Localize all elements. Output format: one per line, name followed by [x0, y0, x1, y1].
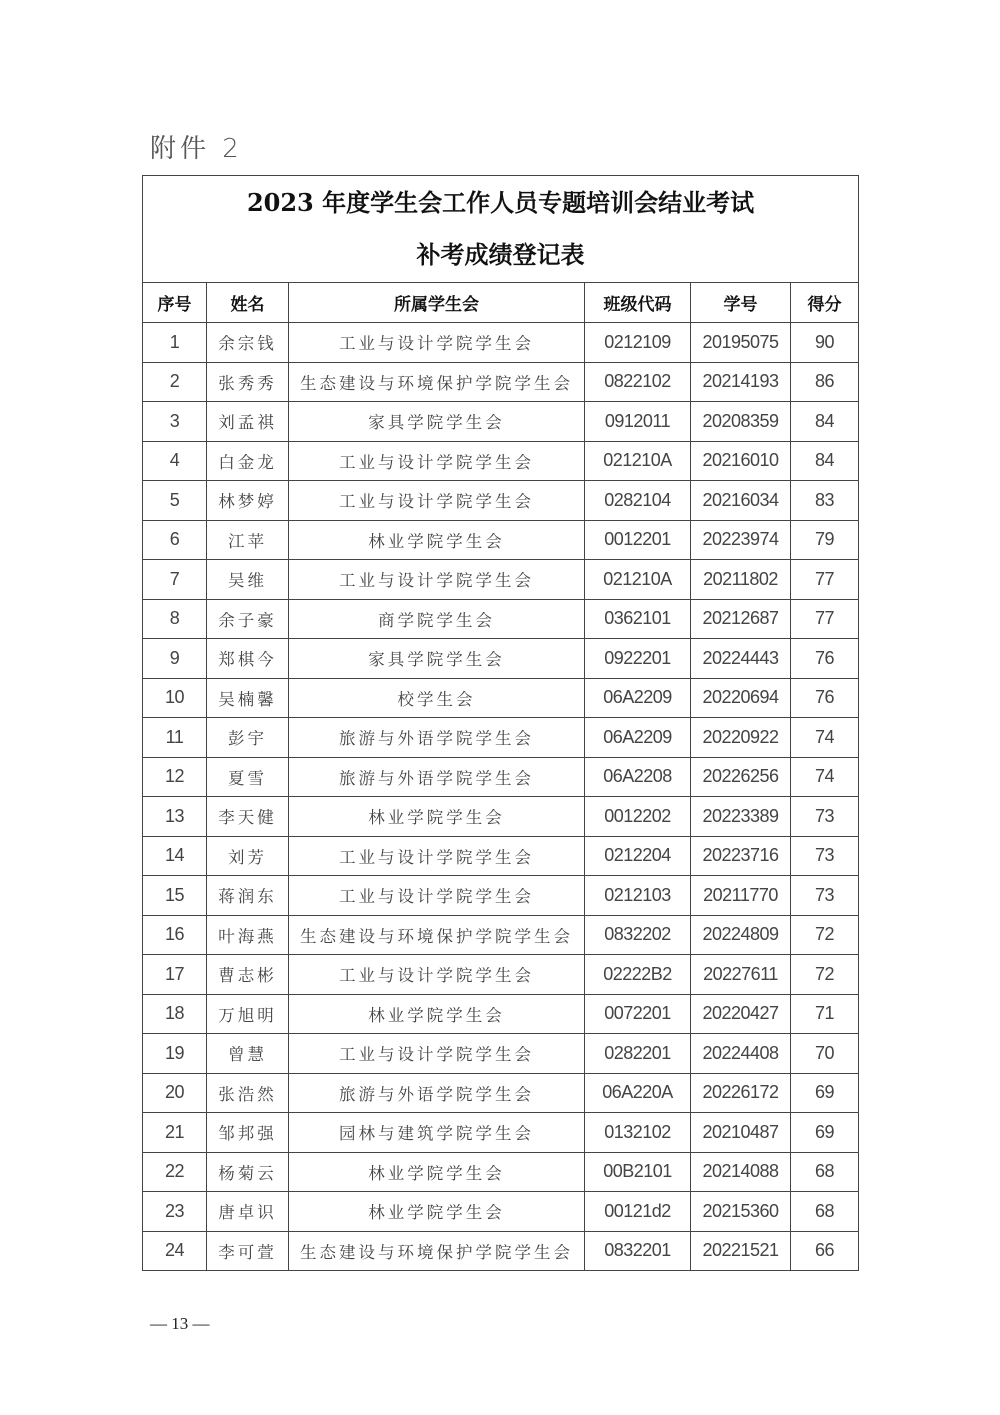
- header-name: 姓名: [207, 283, 289, 323]
- table-row: [143, 1034, 859, 1074]
- row-index: 6: [143, 520, 207, 560]
- score: 72: [791, 915, 859, 955]
- table-title-cell: [143, 176, 859, 283]
- row-index: 23: [143, 1192, 207, 1232]
- student-id: 20226256: [691, 757, 791, 797]
- student-union: 工业与设计学院学生会: [289, 876, 585, 916]
- student-union: 园林与建筑学院学生会: [289, 1113, 585, 1153]
- score: 71: [791, 994, 859, 1034]
- student-name: 蒋润东: [207, 876, 289, 916]
- student-id: 20214088: [691, 1152, 791, 1192]
- student-id: 20224443: [691, 639, 791, 679]
- table-row: [143, 757, 859, 797]
- row-index: 2: [143, 362, 207, 402]
- student-union: 旅游与外语学院学生会: [289, 718, 585, 758]
- student-name: 林梦婷: [207, 481, 289, 521]
- score: 90: [791, 323, 859, 363]
- student-name: 张秀秀: [207, 362, 289, 402]
- student-name: 吴维: [207, 560, 289, 600]
- class-code: 02222B2: [585, 955, 691, 995]
- header-class-code: 班级代码: [585, 283, 691, 323]
- student-name: 余宗钱: [207, 323, 289, 363]
- student-name: 张浩然: [207, 1073, 289, 1113]
- student-union: 家具学院学生会: [289, 402, 585, 442]
- class-code: 00121d2: [585, 1192, 691, 1232]
- student-id: 20224809: [691, 915, 791, 955]
- student-name: 邹邦强: [207, 1113, 289, 1153]
- score: 69: [791, 1113, 859, 1153]
- class-code: 0212103: [585, 876, 691, 916]
- student-union: 工业与设计学院学生会: [289, 481, 585, 521]
- row-index: 10: [143, 678, 207, 718]
- student-name: 郑棋今: [207, 639, 289, 679]
- score: 76: [791, 639, 859, 679]
- student-id: 20226172: [691, 1073, 791, 1113]
- student-id: 20215360: [691, 1192, 791, 1232]
- table-row: [143, 599, 859, 639]
- student-union: 工业与设计学院学生会: [289, 1034, 585, 1074]
- row-index: 1: [143, 323, 207, 363]
- student-union: 工业与设计学院学生会: [289, 836, 585, 876]
- table-row: [143, 362, 859, 402]
- class-code: 0832201: [585, 1231, 691, 1271]
- student-id: 20208359: [691, 402, 791, 442]
- class-code: 0922201: [585, 639, 691, 679]
- row-index: 5: [143, 481, 207, 521]
- table-row: [143, 797, 859, 837]
- header-student-id: 学号: [691, 283, 791, 323]
- row-index: 24: [143, 1231, 207, 1271]
- student-name: 余子豪: [207, 599, 289, 639]
- student-name: 曹志彬: [207, 955, 289, 995]
- student-id: 20211770: [691, 876, 791, 916]
- score: 76: [791, 678, 859, 718]
- student-union: 林业学院学生会: [289, 994, 585, 1034]
- score: 74: [791, 718, 859, 758]
- class-code: 0072201: [585, 994, 691, 1034]
- score: 68: [791, 1152, 859, 1192]
- student-union: 家具学院学生会: [289, 639, 585, 679]
- row-index: 19: [143, 1034, 207, 1074]
- student-union: 林业学院学生会: [289, 1152, 585, 1192]
- student-id: 20224408: [691, 1034, 791, 1074]
- student-union: 工业与设计学院学生会: [289, 560, 585, 600]
- class-code: 0282104: [585, 481, 691, 521]
- student-union: 工业与设计学院学生会: [289, 323, 585, 363]
- student-id: 20216034: [691, 481, 791, 521]
- class-code: 021210A: [585, 560, 691, 600]
- student-name: 曾慧: [207, 1034, 289, 1074]
- table-row: [143, 1231, 859, 1271]
- class-code: 06A2208: [585, 757, 691, 797]
- score: 79: [791, 520, 859, 560]
- student-id: 20214193: [691, 362, 791, 402]
- row-index: 21: [143, 1113, 207, 1153]
- class-code: 06A220A: [585, 1073, 691, 1113]
- score: 77: [791, 560, 859, 600]
- score: 68: [791, 1192, 859, 1232]
- student-name: 刘芳: [207, 836, 289, 876]
- row-index: 3: [143, 402, 207, 442]
- student-union: 生态建设与环境保护学院学生会: [289, 915, 585, 955]
- header-index: 序号: [143, 283, 207, 323]
- student-union: 林业学院学生会: [289, 520, 585, 560]
- student-name: 吴楠馨: [207, 678, 289, 718]
- table-title-line1: 2023 年度学生会工作人员专题培训会结业考试: [246, 188, 755, 217]
- row-index: 22: [143, 1152, 207, 1192]
- student-union: 旅游与外语学院学生会: [289, 757, 585, 797]
- student-union: 林业学院学生会: [289, 1192, 585, 1232]
- student-id: 20221521: [691, 1231, 791, 1271]
- score: 83: [791, 481, 859, 521]
- student-union: 工业与设计学院学生会: [289, 955, 585, 995]
- row-index: 11: [143, 718, 207, 758]
- student-union: 商学院学生会: [289, 599, 585, 639]
- row-index: 17: [143, 955, 207, 995]
- student-union: 工业与设计学院学生会: [289, 441, 585, 481]
- student-name: 江苹: [207, 520, 289, 560]
- student-union: 林业学院学生会: [289, 797, 585, 837]
- class-code: 0912011: [585, 402, 691, 442]
- class-code: 021210A: [585, 441, 691, 481]
- score: 73: [791, 876, 859, 916]
- header-row: [143, 283, 859, 323]
- score: 84: [791, 441, 859, 481]
- student-id: 20223716: [691, 836, 791, 876]
- table-row: [143, 718, 859, 758]
- score: 73: [791, 836, 859, 876]
- student-id: 20220427: [691, 994, 791, 1034]
- score: 66: [791, 1231, 859, 1271]
- student-id: 20211802: [691, 560, 791, 600]
- table-title-line2: 补考成绩登记表: [416, 240, 585, 269]
- score: 73: [791, 797, 859, 837]
- table-row: [143, 441, 859, 481]
- table-row: [143, 560, 859, 600]
- row-index: 9: [143, 639, 207, 679]
- row-index: 8: [143, 599, 207, 639]
- student-id: 20212687: [691, 599, 791, 639]
- class-code: 0012201: [585, 520, 691, 560]
- table-row: [143, 323, 859, 363]
- table-row: [143, 955, 859, 995]
- student-name: 夏雪: [207, 757, 289, 797]
- score: 74: [791, 757, 859, 797]
- score-registration-table: [142, 175, 859, 1271]
- score: 72: [791, 955, 859, 995]
- class-code: 00B2101: [585, 1152, 691, 1192]
- table-row: [143, 678, 859, 718]
- class-code: 0822102: [585, 362, 691, 402]
- class-code: 06A2209: [585, 718, 691, 758]
- page-number: — 13 —: [150, 1314, 210, 1333]
- table-row: [143, 876, 859, 916]
- class-code: 0012202: [585, 797, 691, 837]
- student-id: 20223974: [691, 520, 791, 560]
- row-index: 7: [143, 560, 207, 600]
- table-row: [143, 1192, 859, 1232]
- student-union: 生态建设与环境保护学院学生会: [289, 1231, 585, 1271]
- student-name: 彭宇: [207, 718, 289, 758]
- student-union: 旅游与外语学院学生会: [289, 1073, 585, 1113]
- student-union: 校学生会: [289, 678, 585, 718]
- student-name: 白金龙: [207, 441, 289, 481]
- student-name: 刘孟祺: [207, 402, 289, 442]
- student-id: 20220694: [691, 678, 791, 718]
- score: 69: [791, 1073, 859, 1113]
- class-code: 0832202: [585, 915, 691, 955]
- student-id: 20227611: [691, 955, 791, 995]
- table-row: [143, 994, 859, 1034]
- table-row: [143, 481, 859, 521]
- student-union: 生态建设与环境保护学院学生会: [289, 362, 585, 402]
- table-row: [143, 915, 859, 955]
- student-name: 杨菊云: [207, 1152, 289, 1192]
- table-row: [143, 520, 859, 560]
- class-code: 0212109: [585, 323, 691, 363]
- class-code: 06A2209: [585, 678, 691, 718]
- student-id: 20216010: [691, 441, 791, 481]
- student-name: 叶海燕: [207, 915, 289, 955]
- header-score: 得分: [791, 283, 859, 323]
- row-index: 12: [143, 757, 207, 797]
- table-row: [143, 1073, 859, 1113]
- class-code: 0132102: [585, 1113, 691, 1153]
- row-index: 14: [143, 836, 207, 876]
- student-id: 20195075: [691, 323, 791, 363]
- attachment-label: 附件 2: [150, 134, 243, 164]
- table-row: [143, 1152, 859, 1192]
- score: 84: [791, 402, 859, 442]
- row-index: 15: [143, 876, 207, 916]
- student-name: 李可萱: [207, 1231, 289, 1271]
- row-index: 18: [143, 994, 207, 1034]
- student-id: 20220922: [691, 718, 791, 758]
- class-code: 0282201: [585, 1034, 691, 1074]
- table-row: [143, 639, 859, 679]
- row-index: 4: [143, 441, 207, 481]
- student-name: 李天健: [207, 797, 289, 837]
- table-row: [143, 836, 859, 876]
- student-name: 万旭明: [207, 994, 289, 1034]
- class-code: 0362101: [585, 599, 691, 639]
- row-index: 20: [143, 1073, 207, 1113]
- student-id: 20223389: [691, 797, 791, 837]
- header-union: 所属学生会: [289, 283, 585, 323]
- student-name: 唐卓识: [207, 1192, 289, 1232]
- student-id: 20210487: [691, 1113, 791, 1153]
- score: 86: [791, 362, 859, 402]
- row-index: 13: [143, 797, 207, 837]
- table-row: [143, 1113, 859, 1153]
- score: 77: [791, 599, 859, 639]
- row-index: 16: [143, 915, 207, 955]
- table-row: [143, 402, 859, 442]
- score: 70: [791, 1034, 859, 1074]
- class-code: 0212204: [585, 836, 691, 876]
